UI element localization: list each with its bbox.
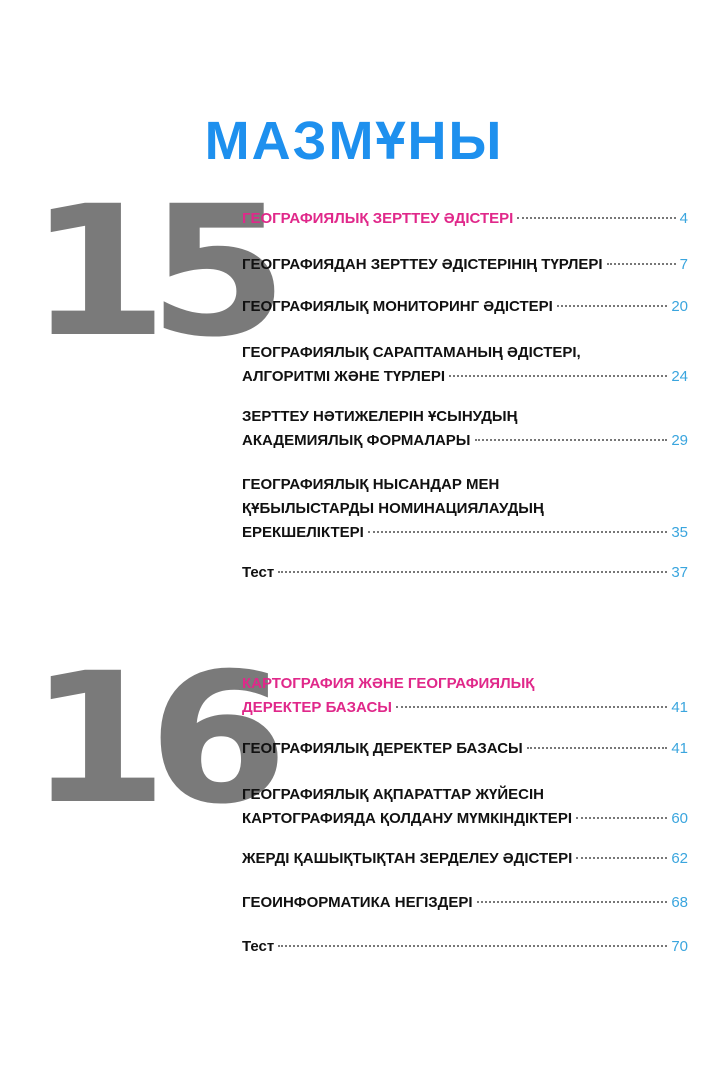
- page-number: 41: [671, 699, 688, 716]
- toc-entry-row: [242, 807, 688, 831]
- dot-leader: [607, 263, 676, 265]
- dot-leader: [368, 531, 668, 533]
- toc-entry-row: [242, 561, 688, 585]
- toc-entry-title-line: ЕРЕКШЕЛІКТЕРІ: [242, 524, 364, 541]
- dot-leader: [475, 439, 668, 441]
- toc-entry[interactable]: [242, 935, 688, 959]
- dot-leader: [449, 375, 667, 377]
- toc-entry-row: [242, 737, 688, 761]
- toc-entry-row: [242, 521, 688, 545]
- dot-leader: [576, 817, 667, 819]
- toc-entry[interactable]: [242, 847, 688, 871]
- dot-leader: [396, 706, 667, 708]
- toc-entry-row: [242, 696, 688, 720]
- toc-entry-title-line: Тест: [242, 938, 275, 955]
- dot-leader: [278, 571, 667, 573]
- page-number: 4: [679, 210, 688, 227]
- toc-entry-title-line: ГЕОГРАФИЯЛЫҚ МОНИТОРИНГ ӘДІСТЕРІ: [242, 298, 553, 315]
- dot-leader: [517, 217, 675, 219]
- toc-entry-title-line: ЗЕРТТЕУ НӘТИЖЕЛЕРІН ҰСЫНУДЫҢ: [242, 408, 518, 425]
- toc-entry-title-line: ГЕОГРАФИЯЛЫҚ ЗЕРТТЕУ ӘДІСТЕРІ: [242, 210, 514, 227]
- toc-entry[interactable]: [242, 672, 688, 720]
- dot-leader: [477, 901, 668, 903]
- page-number: 41: [671, 740, 688, 757]
- toc-entry-title-line: АКАДЕМИЯЛЫҚ ФОРМАЛАРЫ: [242, 432, 471, 449]
- toc-entry-row: [242, 295, 688, 319]
- toc-entry[interactable]: [242, 473, 688, 545]
- dot-leader: [278, 945, 667, 947]
- chapter-number-16: 16: [28, 635, 269, 844]
- toc-entry-title-line: Тест: [242, 564, 275, 581]
- page-number: 70: [671, 938, 688, 955]
- toc-entry-title-line: КАРТОГРАФИЯ ЖӘНЕ ГЕОГРАФИЯЛЫҚ: [242, 675, 535, 692]
- toc-entry-title-line: ГЕОГРАФИЯЛЫҚ САРАПТАМАНЫҢ ӘДІСТЕРІ,: [242, 344, 581, 361]
- toc-entry-row: [242, 429, 688, 453]
- page-number: 29: [671, 432, 688, 449]
- page-number: 35: [671, 524, 688, 541]
- toc-entry-row: [242, 935, 688, 959]
- toc-entry-title-line: ЖЕРДІ ҚАШЫҚТЫҚТАН ЗЕРДЕЛЕУ ӘДІСТЕРІ: [242, 850, 573, 867]
- toc-entry[interactable]: [242, 561, 688, 585]
- toc-entry[interactable]: [242, 891, 688, 915]
- toc-entry-title-line: ГЕОГРАФИЯДАН ЗЕРТТЕУ ӘДІСТЕРІНІҢ ТҮРЛЕРІ: [242, 256, 603, 273]
- page-number: 24: [671, 368, 688, 385]
- page-number: 62: [671, 850, 688, 867]
- toc-entry-title-line: КАРТОГРАФИЯДА ҚОЛДАНУ МҮМКІНДІКТЕРІ: [242, 810, 572, 827]
- toc-entry-title-line: ГЕОГРАФИЯЛЫҚ ДЕРЕКТЕР БАЗАСЫ: [242, 740, 523, 757]
- toc-entry-row: [242, 365, 688, 389]
- toc-entry-row: [242, 253, 688, 277]
- toc-entry-row: [242, 207, 688, 231]
- toc-entry[interactable]: [242, 253, 688, 277]
- toc-entry-title-line: ГЕОГРАФИЯЛЫҚ АҚПАРАТТАР ЖҮЙЕСІН: [242, 786, 544, 803]
- toc-entry-title-line: ДЕРЕКТЕР БАЗАСЫ: [242, 699, 392, 716]
- page-number: 37: [671, 564, 688, 581]
- toc-entry-title-line: АЛГОРИТМІ ЖӘНЕ ТҮРЛЕРІ: [242, 368, 446, 385]
- toc-entry-title-line: ГЕОГРАФИЯЛЫҚ НЫСАНДАР МЕН: [242, 476, 500, 493]
- page-title: МАЗМҰНЫ: [204, 111, 504, 171]
- toc-entry[interactable]: [242, 341, 688, 389]
- page-number: 68: [671, 894, 688, 911]
- chapter-number-15: 15: [28, 168, 269, 377]
- dot-leader: [557, 305, 668, 307]
- toc-entry-row: [242, 891, 688, 915]
- toc-entry-title-line: ҚҰБЫЛЫСТАРДЫ НОМИНАЦИЯЛАУДЫҢ: [242, 500, 544, 517]
- page-number: 20: [671, 298, 688, 315]
- dot-leader: [527, 747, 668, 749]
- page-number: 7: [679, 256, 688, 273]
- toc-entry-title-line: ГЕОИНФОРМАТИКА НЕГІЗДЕРІ: [242, 894, 473, 911]
- toc-entry[interactable]: [242, 783, 688, 831]
- toc-entry[interactable]: [242, 207, 688, 231]
- dot-leader: [576, 857, 667, 859]
- page-number: 60: [671, 810, 688, 827]
- toc-entry[interactable]: [242, 295, 688, 319]
- toc-entry-row: [242, 847, 688, 871]
- toc-entry[interactable]: [242, 737, 688, 761]
- toc-entry[interactable]: [242, 405, 688, 453]
